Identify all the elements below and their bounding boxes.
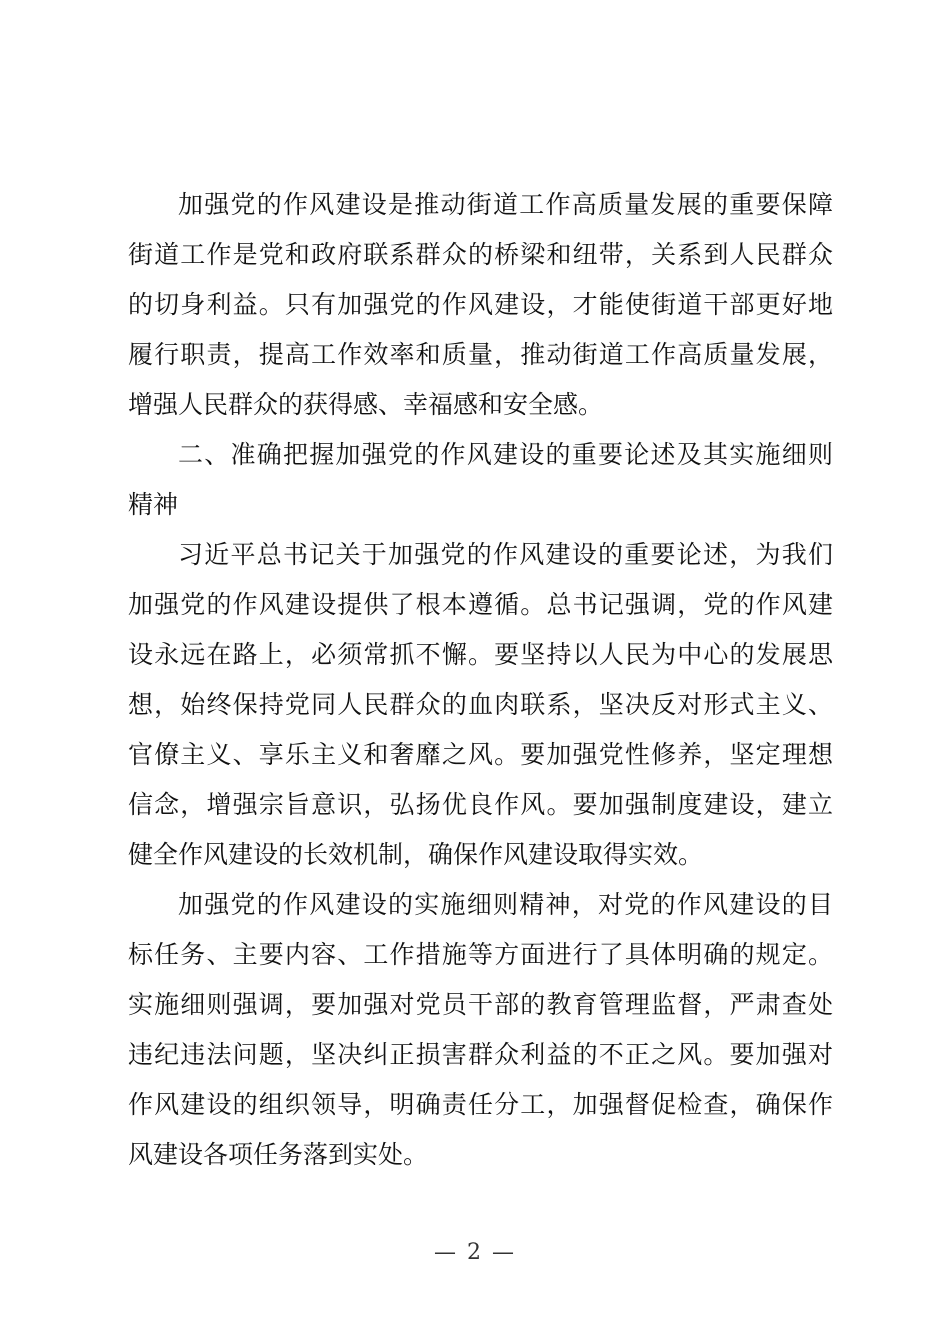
paragraph-line: 增强人民群众的获得感、幸福感和安全感。	[128, 390, 604, 419]
paragraph-line: 作风建设的组织领导，明确责任分工，加强督促检查，确保作	[128, 1090, 833, 1119]
paragraph-line: 风建设各项任务落到实处。	[128, 1140, 429, 1169]
paragraph-line: 精神	[128, 490, 179, 519]
paragraph-line: 加强党的作风建设的实施细则精神，对党的作风建设的目	[178, 890, 833, 919]
paragraph	[128, 180, 833, 430]
paragraph-line: 信念，增强宗旨意识，弘扬优良作风。要加强制度建设，建立	[128, 790, 833, 819]
paragraph-line: 官僚主义、享乐主义和奢靡之风。要加强党性修养，坚定理想	[128, 740, 833, 769]
paragraph-line: 加强党的作风建设是推动街道工作高质量发展的重要保障	[178, 190, 833, 219]
paragraph-line: 的切身利益。只有加强党的作风建设，才能使街道干部更好地	[128, 290, 833, 319]
paragraph-line: 加强党的作风建设提供了根本遵循。总书记强调，党的作风建	[128, 590, 833, 619]
paragraph-line: 习近平总书记关于加强党的作风建设的重要论述，为我们	[178, 540, 833, 569]
paragraph-line: 违纪违法问题，坚决纠正损害群众利益的不正之风。要加强对	[128, 1040, 833, 1069]
paragraph-line: 标任务、主要内容、工作措施等方面进行了具体明确的规定。	[128, 940, 833, 969]
page-number: — 2 —	[434, 1240, 516, 1265]
paragraph-line: 健全作风建设的长效机制，确保作风建设取得实效。	[128, 840, 704, 869]
paragraph-line: 街道工作是党和政府联系群众的桥梁和纽带，关系到人民群众	[128, 240, 833, 269]
paragraph	[128, 880, 833, 1180]
paragraph-line: 实施细则强调，要加强对党员干部的教育管理监督，严肃查处	[128, 990, 833, 1019]
paragraph-line: 二、准确把握加强党的作风建设的重要论述及其实施细则	[178, 440, 833, 469]
paragraph-line: 设永远在路上，必须常抓不懈。要坚持以人民为中心的发展思	[128, 640, 833, 669]
paragraph	[128, 530, 833, 880]
paragraph-line: 履行职责，提高工作效率和质量，推动街道工作高质量发展，	[128, 340, 833, 369]
paragraph-line: 想，始终保持党同人民群众的血肉联系，坚决反对形式主义、	[128, 690, 833, 719]
paragraph	[128, 430, 833, 530]
document-body	[128, 180, 833, 1180]
